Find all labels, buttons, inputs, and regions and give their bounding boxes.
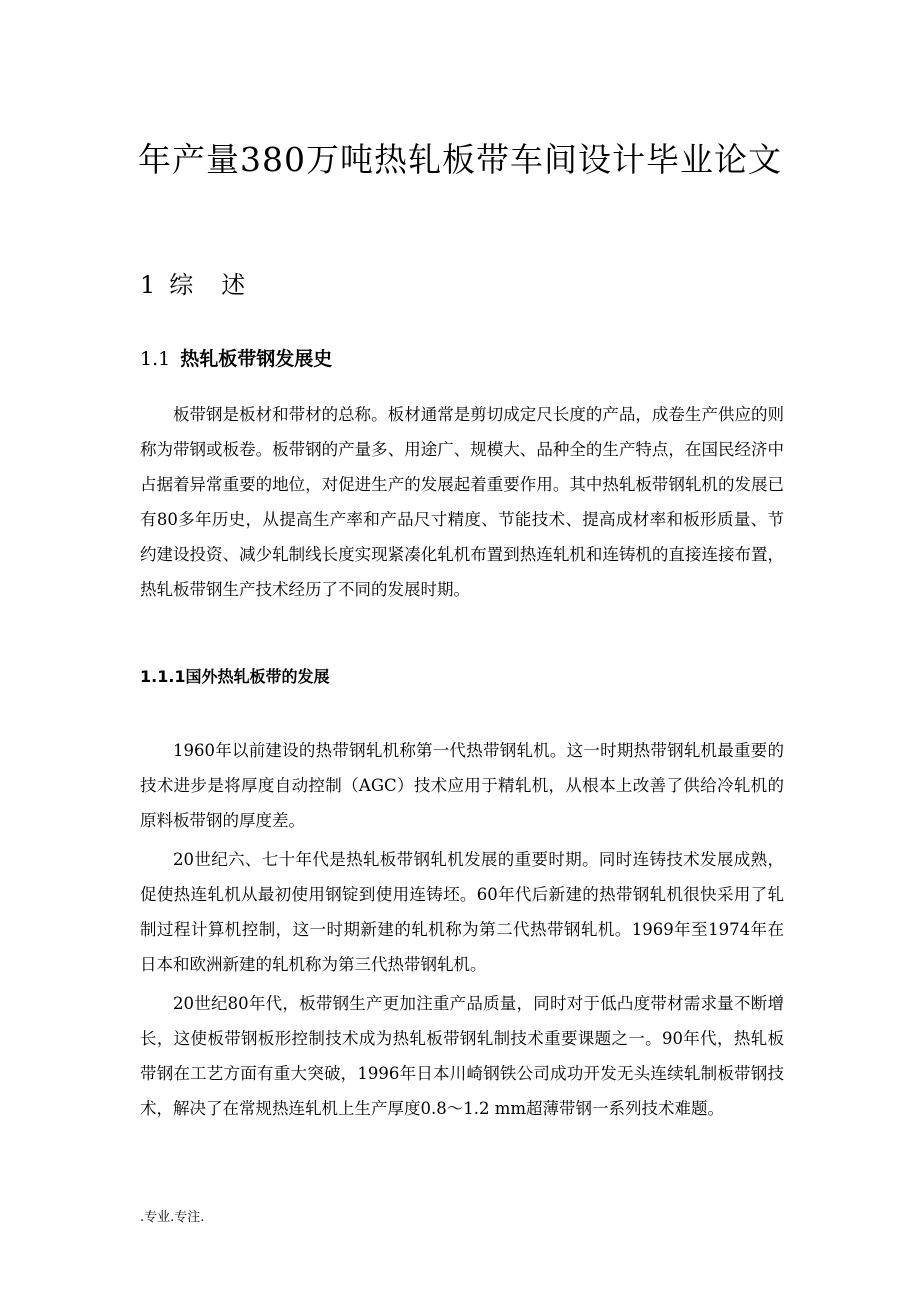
chapter-title-char-2: 述	[221, 271, 246, 299]
paragraph-2: 1960年以前建设的热带钢轧机称第一代热带钢轧机。这一时期热带钢轧机最重要的技术进步是将厚度自动控制（AGC）技术应用于精轧机，从根本上改善了供给冷轧机的原料板带钢的厚度差。	[140, 741, 784, 830]
chapter-heading	[140, 268, 245, 302]
subsection-heading: 1.1.1国外热轧板带的发展	[140, 667, 330, 686]
paragraph-1: 板带钢是板材和带材的总称。板材通常是剪切成定尺长度的产品，成卷生产供应的则称为带钢或板卷。板带钢的产量多、用途广、规模大、品种全的生产特点，在国民经济中占据着异常重要的地位，对促进生产的发展起着重要作用。其中热轧板带钢轧机的发展已有80多年历史，从提高生产率和产品尺寸精度、节能技术、提高成材率和板形质量、节约建设投资、减少轧制线长度实现紧凑化轧机布置到热连轧机和连铸机的直接连接布置，热轧板带钢生产技术经历了不同的发展时期。	[140, 405, 784, 599]
section-number: 1.1	[140, 348, 171, 370]
section-heading	[140, 344, 332, 374]
page-footer: .专业.专注.	[140, 1210, 205, 1225]
chapter-title-char-1: 综	[169, 271, 194, 299]
section-title: 热轧板带钢发展史	[180, 348, 333, 370]
document-title: 年产量380万吨热轧板带车间设计毕业论文	[138, 140, 782, 179]
paragraph-3: 20世纪六、七十年代是热轧板带钢轧机发展的重要时期。同时连铸技术发展成熟，促使热连轧机从最初使用钢锭到使用连铸坯。60年代后新建的热带钢轧机很快采用了轧制过程计算机控制，这一时期新建的轧机称为第二代热带钢轧机。1969年至1974年在日本和欧洲新建的轧机称为第三代热带钢轧机。	[140, 850, 784, 974]
chapter-number: 1	[140, 271, 156, 299]
paragraph-4: 20世纪80年代，板带钢生产更加注重产品质量，同时对于低凸度带材需求量不断增长，这使板带钢板形控制技术成为热轧板带钢轧制技术重要课题之一。90年代，热轧板带钢在工艺方面有重大突破，1996年日本川崎钢铁公司成功开发无头连续轧制板带钢技术，解决了在常规热连轧机上生产厚度0.8～1.2 mm超薄带钢一系列技术难题。	[140, 994, 784, 1118]
